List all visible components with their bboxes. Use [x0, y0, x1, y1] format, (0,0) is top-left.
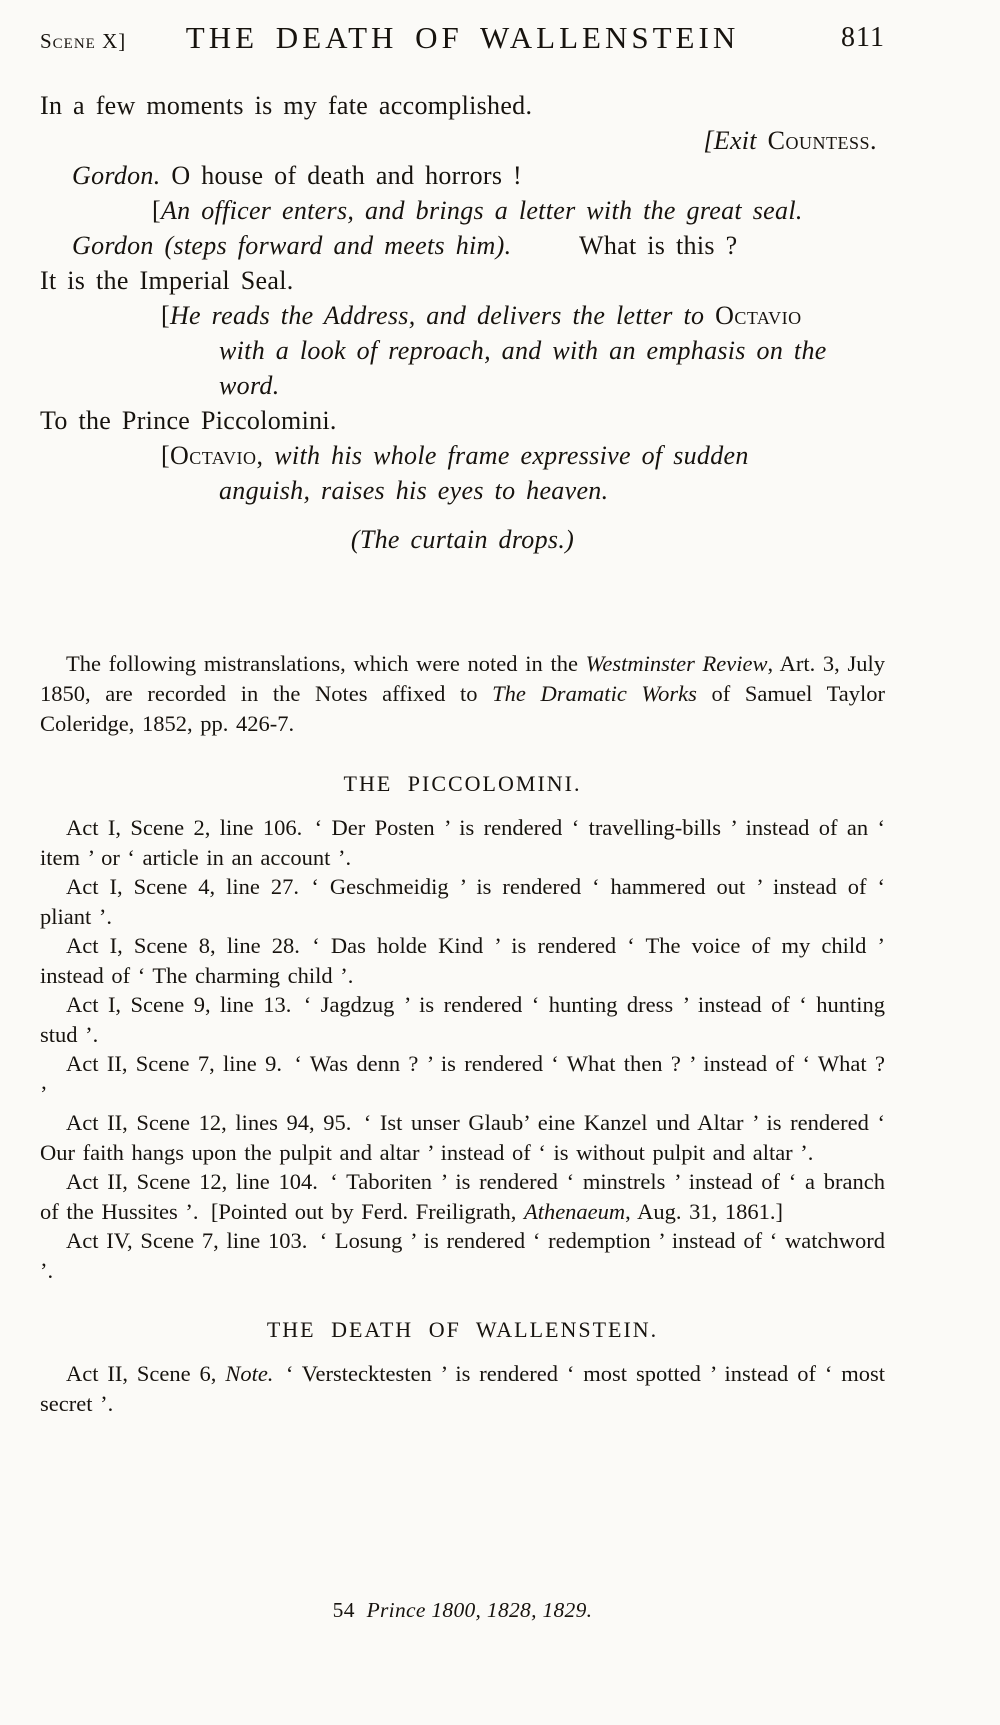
mistranslation-entry [40, 1226, 885, 1285]
text-segment: ‘ Taboriten ’ is rendered ‘ minstrels ’ instead of ‘ a branch of the Hussites ’. [40, 1169, 885, 1224]
text-segment: ‘ Losung ’ is rendered ‘ redemption ’ instead of ‘ watchword ’. [40, 1228, 885, 1283]
text-segment: , Aug. 31, 1861.] [625, 1198, 784, 1224]
text-segment: Act I, Scene 8, line 28. [66, 933, 300, 958]
text-segment: ‘ Was denn ? ’ is rendered ‘ What then ? ’ instead of ‘ What ? ’ [40, 1051, 885, 1106]
text-segment: anguish, raises his eyes to heaven. [219, 476, 609, 505]
mistranslation-entry [40, 813, 885, 872]
mistranslation-entry [40, 1167, 885, 1226]
text-segment: word. [219, 371, 280, 400]
text-segment: ‘ Jagdzug ’ is rendered ‘ hunting dress ’ instead of ‘ hunting stud ’. [40, 992, 885, 1047]
scene-label: Scene X] [40, 29, 127, 53]
text-segment: , Art. 3, July 1850, are recorded in the Notes affixed to [40, 651, 885, 706]
stage-direction-reads-address-3 [40, 368, 885, 403]
text-segment: Prince 1800, 1828, 1829. [366, 1598, 593, 1622]
text-segment: ‘ Geschmeidig ’ is rendered ‘ hammered out ’ instead of ‘ pliant ’. [40, 874, 885, 929]
text-segment: Note. [225, 1361, 274, 1386]
text-segment: Act I, Scene 9, line 13. [66, 992, 292, 1017]
dialogue-line-prince-piccolomini: To the Prince Piccolomini. [40, 406, 337, 435]
text-segment: [ [161, 441, 170, 470]
text-segment: 54 [332, 1598, 355, 1622]
mistranslation-entry [40, 931, 885, 990]
text-segment: An officer enters, and brings a letter with the great seal. [160, 196, 803, 225]
text-segment: Gordon. [72, 161, 161, 190]
text-segment: What is this ? [578, 231, 738, 260]
text-segment: Act II, Scene 7, line 9. [66, 1051, 283, 1076]
text-segment: ‘ Verstecktesten ’ is rendered ‘ most spotted ’ instead of ‘ most secret ’. [40, 1361, 885, 1416]
stage-direction-octavio-2 [40, 473, 885, 508]
mistranslations-section [40, 649, 885, 1418]
mistranslation-entry [40, 1049, 885, 1108]
imprint-signature-line [40, 1598, 885, 1623]
play-excerpt [40, 88, 885, 557]
stage-direction-reads-address-1 [40, 298, 885, 333]
mistranslation-entry [40, 990, 885, 1049]
text-segment: He reads the Address, and delivers the letter to [169, 301, 716, 330]
text-segment: The Dramatic Works [492, 681, 697, 706]
text-segment: Westminster Review [585, 651, 768, 676]
text-segment: Act II, Scene 12, lines 94, 95. [66, 1110, 352, 1135]
text-segment: ‘ Ist unser Glaub’ eine Kanzel und Altar ’ is rendered ‘ Our faith hangs upon the pulpit and altar ’ instead of ‘ is without pulpit and altar ’. [40, 1110, 885, 1165]
mistranslation-entry [40, 1108, 885, 1167]
text-segment: O house of death and horrors ! [160, 161, 523, 190]
mistranslation-entry [40, 1359, 885, 1418]
stage-direction-octavio-1 [40, 438, 885, 473]
text-segment: Act I, Scene 2, line 106. [66, 815, 303, 840]
text-segment: with a look of reproach, and with an emphasis on the [219, 336, 827, 365]
stage-direction-officer-enters [40, 193, 885, 228]
text-segment: Act II, Scene 12, line 104. [66, 1169, 318, 1194]
text-segment: Athenaeum [523, 1198, 626, 1224]
text-segment: Act I, Scene 4, line 27. [66, 874, 300, 899]
text-segment: [ [161, 301, 170, 330]
stage-direction-exit-countess [40, 123, 885, 158]
notes-intro-paragraph [40, 649, 885, 739]
death-of-wallenstein-heading: THE DEATH OF WALLENSTEIN. [266, 1317, 659, 1342]
text-segment: ‘ Das holde Kind ’ is rendered ‘ The voice of my child ’ instead of ‘ The charming child ’. [40, 933, 885, 988]
text-segment: Octavio [715, 301, 802, 330]
stage-direction-reads-address-2 [40, 333, 885, 368]
text-segment: (The curtain drops.) [350, 525, 575, 554]
dialogue-line-gordon-house [40, 158, 885, 193]
dialogue-line-fate: In a few moments is my fate accomplished. [40, 91, 533, 120]
text-segment: ‘ Der Posten ’ is rendered ‘ travelling-bills ’ instead of an ‘ item ’ or ‘ article in an account ’. [40, 815, 885, 870]
text-segment: [Pointed out by Ferd. Freiligrath, [210, 1198, 524, 1224]
curtain-drops-line [40, 522, 885, 557]
text-segment: Countess. [767, 126, 877, 155]
text-segment: The following mistranslations, which were noted in the [66, 651, 586, 676]
text-segment: of Samuel Taylor Coleridge, 1852, pp. 426-7. [40, 681, 886, 736]
text-segment: Gordon (steps forward and meets him). [72, 231, 512, 260]
mistranslation-entry [40, 872, 885, 931]
text-segment: with his whole frame expressive of sudden [263, 441, 749, 470]
piccolomini-heading: THE PICCOLOMINI. [343, 771, 582, 796]
running-title: THE DEATH OF WALLENSTEIN [185, 20, 740, 55]
text-segment: Octavio, [169, 441, 264, 470]
page-number: 811 [841, 22, 885, 53]
text-segment: [Exit [703, 126, 768, 155]
running-header [40, 20, 885, 62]
dialogue-line-gordon-question [40, 228, 885, 263]
text-segment: Act II, Scene 6, [66, 1361, 226, 1386]
text-segment: Act IV, Scene 7, line 103. [66, 1228, 308, 1253]
text-segment: [ [152, 196, 161, 225]
dialogue-line-imperial-seal: It is the Imperial Seal. [40, 266, 294, 295]
